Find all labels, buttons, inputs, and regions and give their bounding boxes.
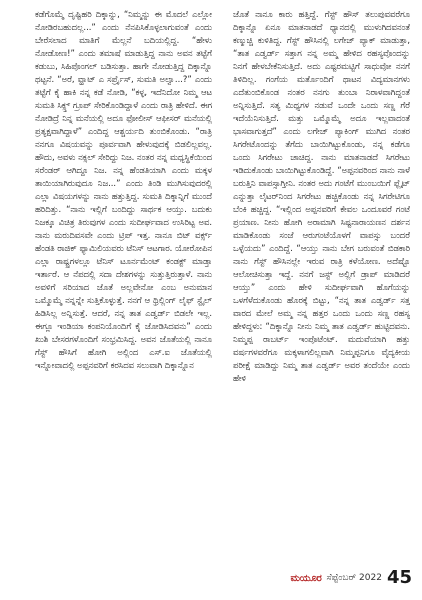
column-right-text: ಜೊತೆ ನಾನೂ ಕಾರು ಹತ್ತಿದ್ದೆ. ಗೆಸ್ಟ್ ಹೌಸ್ ತಲುಪುವವರೆಗೂ ದಿಕ್ಕಾನ್ನೊ ಏನೂ ಮಾತನಾಡದೆ ಧ್ಯಾನದಲ್ಲಿ ಮುಳುಗಿದವನಂತೆ ಕಣ್ಮುಚ್ಚಿ ಕುಳಿತಿದ್ದ. ಗೆಸ್ಟ್ ಹೌಸಿನಲ್ಲಿ ಲಗೇಜ್ ಪ್ಯಾಕ್ ಮಾಡುತ್ತಾ, “ತಾತ ಎಡ್ವರ್ಡ್ ಸತ್ತಾಗ ನನ್ನ ಅಮ್ಮ ಹೇಳಿದ ರಹಸ್ಯವೊಂದನ್ನು ನಿನಗೆ ಹೇಳಬೇಕೆನಿಸುತ್ತಿದೆ. ಅದು ಎಷ್ಟರಮಟ್ಟಿಗೆ ಸಾಧುವೋ ನನಗೆ ತಿಳಿದಿಲ್ಲ. ಗಂಗೆಯ ಮರ್ತೊಂದಿಗೆ ಥಾಟನ ವಿದ್ಯಮಾನಗಳು ಎದೆತುಂಬಿಕೊಂಡ ನಂತರ ನನಗು ತುಂಬಾ ನಿರಾಳವಾಗಿದ್ದಂತೆ ಅನ್ನಿಸುತ್ತಿದೆ. ಸತ್ಯ ಮಿಥ್ಯಗಳ ನಡುವೆ ಒಂದೇ ಒಂದು ಸಣ್ಣ ಗೆರೆ ಇದೆಯೆನಿಸುತ್ತಿದೆ. ಮತ್ತು ಒಮ್ಮೊಮ್ಮೆ ಅದೂ ಇಲ್ಲವಾದಂತೆ ಭಾಸವಾಗುತ್ತದೆ” ಎಂದು ಲಗೇಜ್ ಪ್ಯಾಕಿಂಗ್ ಮುಗಿದ ನಂತರ ಸಿಗರೇಟೊಂದನ್ನು ತೆಗೆದು ಬಾಯಿಗಿಟ್ಟುಕೊಂಡು, ನನ್ನ ಕಡೆಗೂ ಒಂದು ಸಿಗರೇಟು ಚಾಚಿದ್ದ. ನಾನು ಮಾತನಾಡದೆ ಸಿಗರೇಟು ಇಡಿದುಕೊಂಡು ಬಾಯಿಗಿಟ್ಟುಕೊಂಡಿದ್ದೆ. “ಅಪ್ಪನವರಿಂದ ನಾನು ನಾಳೆ ಬರುತ್ತಿನಿ ವಾಪಸ್ಸಾಗ್ತೀನಿ. ನಂತರ ಅದು ಗಂಟೆಗೆ ಮುಂಬಯಿಗೆ ಫ್ಲೈಟ್ ಎನ್ನುತ್ತಾ ಲೈಟರ್‌ನಿಂದ ಸಿಗರೇಟು ಹಚ್ಚಿಕೊಂಡು ನನ್ನ ಸಿಗರೇಟಿಗೂ ಬೆಂಕಿ ಹಚ್ಚಿದ್ದ. “ಇಲ್ಲಿಂದ ಅಪ್ಪನವರಿಗೆ ಕೇವಲ ಒಂದೂವರೆ ಗಂಟೆ ಪ್ರಯಾಣ. ನೀನು ಹೋಗಿ ಅರಾಮಾಗಿ ಸಿಷ್ಟನಾರಾಯಣನ ದರ್ಶನ ಮಾಡಿಕೊಂಡು ಸಂಜೆ ಆರುಗಂಟೆಯೊಳಗೆ ವಾಪಸ್ಸು ಬಂದರೆ ಒಳ್ಳೆಯದು” ಎಂದಿದ್ದೆ. “ಆಯ್ತು ನಾನು ಬೇಗ ಬರುವಂತೆ ಬಿಡಕಾರಿ ನಾನು ಗೆಸ್ಟ್ ಹೌಸಿನಲ್ಲೇ ಇರುವ ರಾತ್ರಿ ಕಳೆಯೋಣ. ಅದೆಷ್ಟೊ ಆಲೋಚಿಸುತ್ತಾ ಇದ್ದೆ. ನನಗೆ ಜಸ್ಟ್ ಅಲ್ಲಿಗೆ ಡ್ರಾಪ್ ಮಾಡಿದರೆ ಆಯ್ತು” ಎಂದು ಹೇಳಿ ಸುದೀರ್ಘವಾಗಿ ಹೊಗೆಯನ್ನು ಒಳಗೆಳೆದುಕೊಂಡು ಹೊರಕ್ಕೆ ಬಿಟ್ಟು, “ನನ್ನ ತಾತ ಎಡ್ವರ್ಡ್ ಸತ್ತ ವಾರದ ಮೇಲೆ ಅಮ್ಮ ನನ್ನ ಹತ್ತರ ಒಂದು ಒಂದು ಸಣ್ಣ ರಹಸ್ಯ ಹೇಳಿದ್ದಳು: “ದಿಕ್ಕಾನ್ನೊ ನೀನು ನಿಮ್ಮ ತಾತ ಎಡ್ವರ್ಡ್ ಹುಟ್ಟಿದವನು. ನಿಮ್ಮಪ್ಪ ರಾಬರ್ಟ್ ಇಂಪೊಟೆಂಟ್. ಮದುವೆಯಾಗಿ ಹತ್ತು ವರ್ಷಗಳವರೆಗೂ ಮಕ್ಕಳಾಗಲಿಲ್ಲವಾಗಿ ನಿಮ್ಮಪ್ಪನಿಗೂ ವೈದ್ಯಕೀಯ ಪರೀಕ್ಷೆ ಮಾಡಿದ್ದು ನಿಮ್ಮ ತಾತ ಎಡ್ವರ್ಡ್ ಅವರ ತಂದೆಯೇ ಎಂದು ಹೇಳಿ — [233, 9, 410, 383]
issue-date: ಸೆಪ್ಟೆಂಬರ್ 2022 — [326, 573, 382, 583]
article-column-left — [35, 8, 212, 563]
article-column-right — [233, 8, 410, 563]
page-number: 45 — [386, 567, 412, 588]
column-left-text: ಕಡೆಗೊಮ್ಮೆ ದೃಷ್ಟಿಹರಿ ದಿಕ್ಕಾನ್ನು, “ನಿಮ್ಮನ್ನು ಈ ಮೊದಲೆ ಎಲ್ಲೋ ನೋಡಿರಬಹುದಲ್ಲ...” ಎಂದು ನೆನಪಿಸಿಕೊಳ್ಳಲಾಗುವಂತೆ ಎಂದು ಬೇರೆಸಲಾದ ಮಾತಿಗೆ ಮೆಲ್ಲನೆ ಬದಿಯಲ್ಲಿದ್ದ. “ಹೇಳು ನೋಡೋಣ!” ಎಂದು ತಮಾಷೆ ಮಾಡುತ್ತಿದ್ದ ನಾನು ಅವನ ತಟ್ಟೆಗೆ ಕಡುಬು, ಸಿಹಿಪೊಂಗಲ್ ಬಡಿಸುತ್ತಾ. ಹಾಗೇ ನೋಡುತ್ತಿದ್ದ ದಿಕ್ಕಾನ್ನೊ ಥಟ್ಟನೆ. “ಅರೆ, ವ್ಹಾಟ್ ಎ ಸರ್ಪ್ರೈಸ್, ಸುಮತಿ ಅಲ್ವಾ...?” ಎಂದು ತಟ್ಟೆಗೆ ಕೈ ಹಾಕಿ ನನ್ನ ಕಡೆ ನೋಡಿ, “ಕಳ್ಳ, ಇದೆನಿದೋ ನಿಮ್ಮ ಆಟ ಸುಮತಿ ಸಿಕ್ಸ್ತ್ ಗ್ರೂಪ್ ಸೇರಿಕೊಂಡಿದ್ದಾಳೆ ಎಂದು ರಾತ್ರಿ ಹೇಳಿದೆ. ಈಗ ನೋಡಿದ್ರೆ ನಿನ್ನ ಮನೆಯಲ್ಲಿ ಅದೂ ಫೋಲೀಸ್ ಆಫೀಸರ್ ಮನೆಯಲ್ಲಿ ಪ್ರತ್ಯಕ್ಷವಾಗಿದ್ದಾಳೆ” ಎಂದಿದ್ದ ಆಶ್ಚರ್ಯದಿ ತುಂಬಿಕೊಂಡು. “ರಾತ್ರಿ ನನಗೂ ವಿಷಯವನ್ನು ಪೂರ್ವವಾಗಿ ಹೇಳುವುದಕ್ಕೆ ಬಿಡಲಿಲ್ಲವಲ್ಲ. ಹೌದು, ಅವಳು ನಕ್ಸಲ್ ಸೇರಿದ್ದು ನಿಜ. ನಂತರ ನನ್ನ ಮಧ್ಯಸ್ಥಿಕೆಯಿಂದ ಸರೆಂಡರ್ ಆಗಿದ್ದೂ ನಿಜ. ನನ್ನ ಹೆಂಡತಿಯಾಗಿ ಎಂದು ಮಕ್ಕಳ ತಾಯಿಯಾಗಿರುವುದೂ ನಿಜ...” ಎಂದು ತಿಂಡಿ ಮುಗಿಸುವುದರಲ್ಲಿ ಎಲ್ಲಾ ವಿಷಯಗಳನ್ನು ನಾನು ಹತ್ತುತ್ತಿದ್ದ. ಸುಮತಿ ದಿಕ್ಕಾನ್ನಿಗೆ ಮುಂದೆ ಹರಿದಿತ್ತು. “ನಾನು ಇಲ್ಲಿಗೆ ಬಂದಿದ್ದು ಸಾರ್ಥಕ ಆಯ್ತು. ಬದುಕು ನಿಜಕ್ಕೂ ವಿಚಿತ್ರ ತಿರುವುಗಳ ಎಂದು ಸುದೀರ್ಘವಾದ ಉಸಿರಿಟ್ಟ ಅವ. ನಾನು ಮರುದಿವಸವೇ ಎಂದು ಟ್ರಿಪ್ ಇತ್ತ. ನಾನೂ ಬಿಟ್ ವರ್ಕ್ಸ್ ಹೆಂಡತಿ ರಾಜಿಕ್ ಫ್ಯಾಮಿಲಿಯವರು ಟೆನಿಸ್ ಆಟಗಾರ. ಯೋರೋಪಿನ ಎಲ್ಲಾ ರಾಷ್ಟ್ರಗಳಲ್ಲೂ ಟೆನಿಸ್ ಟೂರ್ನಮೆಂಟ್ ಕಂಡಕ್ಟ್ ಮಾಡ್ತಾ ಇರ್ತಾರೆ. ಆ ನೆಪದಲ್ಲಿ ಸದಾ ದೇಶಗಳನ್ನು ಸುತ್ತುತ್ತಿರುತ್ತಾಳೆ. ನಾನು ಅವಳಿಗೆ ಸರಿಯಾದ ಜೊತೆ ಅಲ್ಲವೇನೋ ಎಂಬ ಅನುಮಾನ ಒಮ್ಮೊಮ್ಮೆ ನನ್ನನ್ನೇ ಸುತ್ತಿಕೊಳ್ಳುತ್ತೆ. ನನಗೆ ಆ ಥ್ರಿಲ್ಲಿಂಗ್ ಲೈಫ್ ಸ್ಟೈಲ್ ಹಿಡಿಸಿಲ್ಲ ಅನ್ನಿಸುತ್ತೆ. ಆದರೆ, ನನ್ನ ತಾತ ಎಡ್ವರ್ಡ್ ಬಿಡಲೇ ಇಲ್ಲ. ಈಗ್ಲೂ ಇಂಡಿಯಾ ಕಂಪನಿಯೊಂದಿಗೆ ಕೈ ಜೋಡಿಸಿದವನು” ಎಂದು ಖುಶಿ ಬೇಸರಗಳೊಂದಿಗೆ ಸಂಭ್ರಮಿಸಿದ್ದ. ಅವನ ಜೊತೆಯಲ್ಲಿ ನಾನೂ ಗೆಸ್ಟ್ ಹೌಸಿಗೆ ಹೋಗಿ ಅಲ್ಲಿಂದ ಎಸ್.ಐ ಜೊತೆಯಲ್ಲಿ ಇನ್ನೋವಾದಲ್ಲಿ ಅಪ್ಪನವರಿಗೆ ಕರಸಿದವ ಸಲುವಾಗಿ ದಿಕ್ಕಾನ್ನೊನ — [35, 9, 212, 370]
page-footer — [276, 565, 412, 591]
magazine-logo: ಮಯೂರ — [290, 572, 322, 584]
article-body — [35, 8, 410, 563]
